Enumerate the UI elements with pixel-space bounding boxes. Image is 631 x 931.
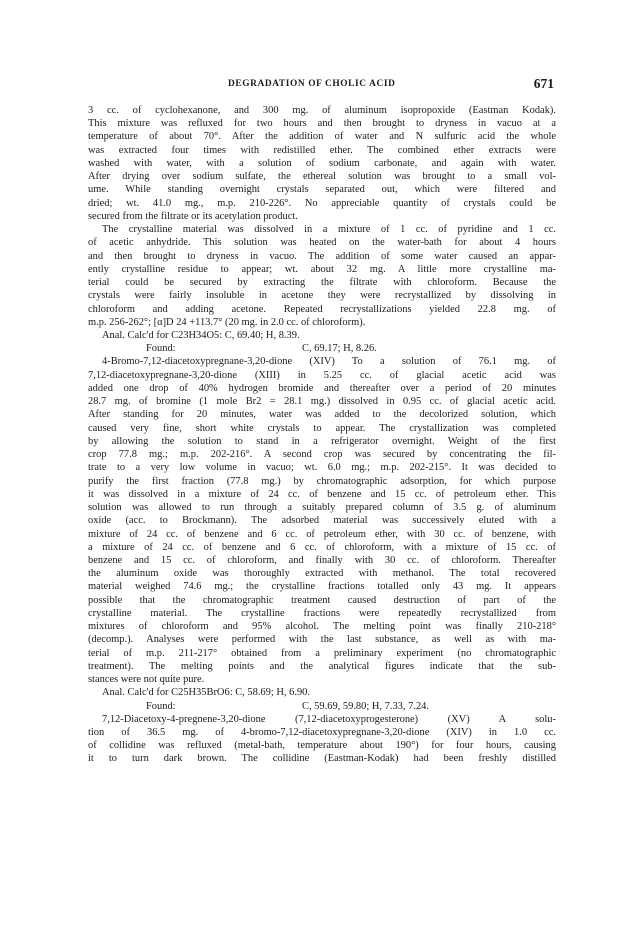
text-line: dried; wt. 41.0 mg., m.p. 210-226°. No appreciable quantity of crystals could be [88,197,556,209]
text-line: This mixture was refluxed for two hours and then brought to dryness in vacuo at a [88,118,556,130]
text-line: stances were not quite pure. [88,674,205,686]
text-line: caused very fine, short white crystals to appear. The crystallization was completed [88,422,556,434]
text-line: crystals were fairly insoluble in acetone they were recrystallized by dissolving in [88,290,556,302]
text-line: and then brought to dryness in vacuo. The addition of some water caused an appar- [88,250,556,262]
text-line: The crystalline material was dissolved in a mixture of 1 cc. of pyridine and 1 cc. [102,224,556,236]
text-line: After drying over sodium sulfate, the ethereal solution was brought to a small vol- [88,171,556,183]
text-line: treatment). The melting points and the analytical figures indicate that the sub- [88,660,556,672]
text-line: secured from the filtrate or its acetylation product. [88,210,298,222]
text-line: temperature of about 70°. After the addition of water and N sulfuric acid the whole [88,131,556,143]
text-line: washed with water, with a solution of sodium carbonate, and again with water. [88,157,556,169]
text-line: possible that the chromatographic treatment caused destruction of part of the [88,594,556,606]
text-line: oxide (acc. to Brockmann). The adsorbed material was successively eluted with a [88,515,556,527]
text-line: After standing for 20 minutes, water was added to the decolorized solution, which [88,409,556,421]
text-line: crop 77.8 mg.; m.p. 202-216°. A second crop was secured by concentrating the fil- [88,449,556,461]
text-line: purify the first fraction (77.8 mg.) by chromatographic adsorption, for which purpose [88,475,556,487]
text-line: Anal. Calc'd for C25H35BrO6: C, 58.69; H, 6.90. [102,687,311,699]
text-line: m.p. 256-262°; [α]D 24 +113.7° (20 mg. in 2.0 cc. of chloroform). [88,316,366,328]
text-line: it to turn dark brown. The collidine (Eastman-Kodak) had been freshly distilled [88,753,556,765]
text-line: crystalline material. The crystalline fractions were repeatedly recrystallized from [88,607,556,619]
text-line: solution was allowed to run through a suitably prepared column of 3.5 g. of aluminum [88,502,556,514]
text-line: it was dissolved in a mixture of 24 cc. of benzene and 15 cc. of petroleum ether. This [88,488,556,500]
running-head: DEGRADATION OF CHOLIC ACID [228,79,396,89]
text-line: ently crystalline residue to appear; wt. about 32 mg. A little more crystalline ma- [88,263,556,275]
text-line: 4-Bromo-7,12-diacetoxypregnane-3,20-dione (XIV) To a solution of 76.1 mg. of [102,356,556,368]
text-line: a mixture of 24 cc. of benzene and 6 cc. of chloroform, with a mixture of 15 cc. of [88,541,556,553]
page-header [88,76,554,94]
text-line: terial of m.p. 211-217° obtained from a preliminary experiment (no chromatographic [88,647,556,659]
text-line: 7,12-Diacetoxy-4-pregnene-3,20-dione (7,12-diacetoxyprogesterone) (XV) A solu- [102,713,556,725]
text-line: (decomp.). Analyses were performed with the last substance, as well as with ma- [88,634,556,646]
body-text [88,104,556,766]
text-line: material weighed 74.6 mg.; the crystalline fractions totalled only 43 mg. It appears [88,581,556,593]
text-line: of acetic anhydride. This solution was heated on the water-bath for about 4 hours [88,237,556,249]
text-line: Anal. Calc'd for C23H34O5: C, 69.40; H, 8.39. [102,329,300,341]
text-line: added one drop of 40% hydrogen bromide and thereafter over a period of 20 minutes [88,382,556,394]
text-line: mixture of 24 cc. of benzene and 6 cc. of petroleum ether, with 30 cc. of benzene, with [88,528,556,540]
text-line: Found: C, 69.17; H, 8.26. [146,343,377,355]
text-line: the aluminum oxide was thoroughly extracted with methanol. The total recovered [88,568,556,580]
text-line: chloroform and adding acetone. Repeated recrystallizations yielded 22.8 mg. of [88,303,556,315]
text-line: mixtures of chloroform and 95% alcohol. The melting point was finally 210-218° [88,621,556,633]
text-line: was extracted four times with redistilled ether. The combined ether extracts were [88,144,556,156]
text-line: 7,12-diacetoxypregnane-3,20-dione (XIII) in 5.25 cc. of glacial acetic acid was [88,369,556,381]
text-line: Found: C, 59.69, 59.80; H, 7.33, 7.24. [146,700,429,712]
text-line: ume. While standing overnight crystals separated out, which were filtered and [88,184,556,196]
text-line: of collidine was refluxed (metal-bath, temperature about 190°) for four hours, causing [88,740,556,752]
text-line: benzene and 15 cc. of chloroform, and finally with 30 cc. of chloroform. Thereafter [88,554,556,566]
text-line: by allowing the solution to stand in a refrigerator overnight. Weight of the first [88,435,556,447]
page-number: 671 [533,76,554,91]
text-line: terial could be secured by extracting the filtrate with chloroform. Because the [88,277,556,289]
text-line: 3 cc. of cyclohexanone, and 300 mg. of aluminum isopropoxide (Eastman Kodak). [88,105,556,116]
text-line: tion of 36.5 mg. of 4-bromo-7,12-diacetoxypregnane-3,20-dione (XIV) in 1.0 cc. [88,727,556,739]
text-line: trate to a very low volume in vacuo; wt. 6.0 mg.; m.p. 202-215°. It was decided to [88,462,556,474]
text-line: 28.7 mg. of bromine (1 mole Br2 = 28.1 mg.) dissolved in 0.95 cc. of glacial acetic acid. [88,396,556,408]
